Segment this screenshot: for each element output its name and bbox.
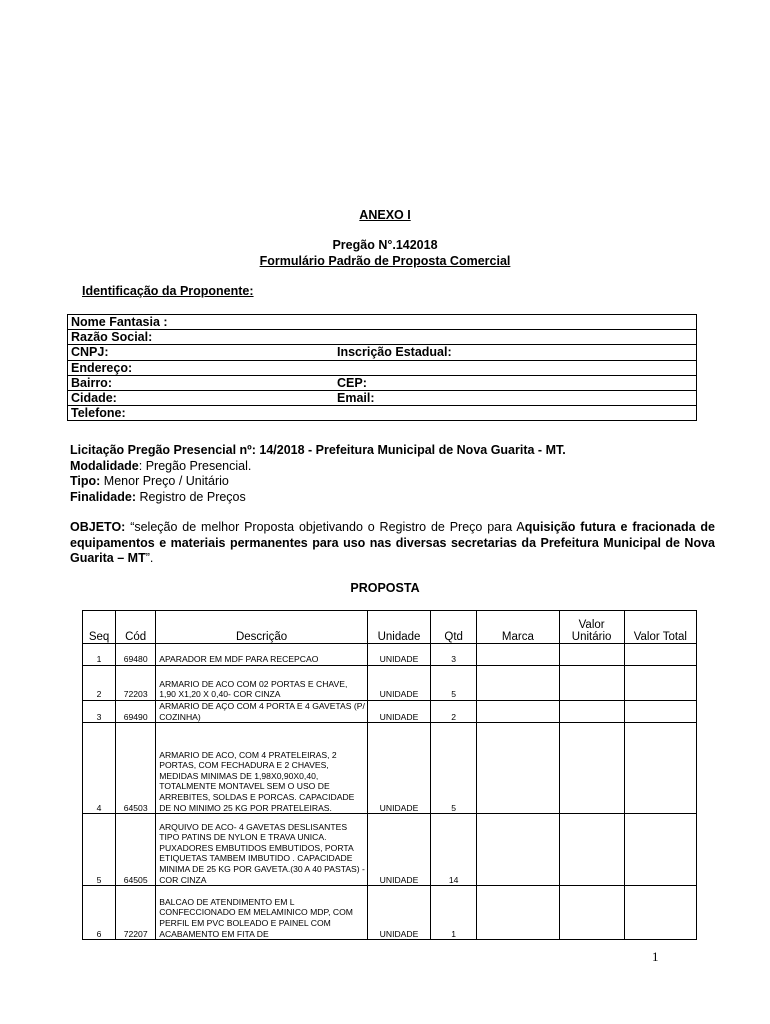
code-cell: 64505 [116,814,156,886]
code-cell: 69490 [116,701,156,723]
column-header: Seq [83,611,116,644]
page-number: 1 [652,949,659,964]
brand-cell [477,886,559,940]
identification-row [68,375,697,390]
seq-cell: 2 [83,666,116,701]
identification-row [68,406,697,421]
column-header: Cód [116,611,156,644]
modalidade-label: Modalidade [70,458,139,473]
code-cell: 72207 [116,886,156,940]
identification-field-label: Endereço: [68,360,697,375]
seq-cell: 4 [83,723,116,814]
identification-field-label: CEP: [334,375,697,390]
unit-value-cell [559,666,624,701]
identification-heading: Identificação da Proponente: [82,284,254,298]
column-header: Descrição [156,611,368,644]
unit-value-cell [559,701,624,723]
table-row [83,814,697,886]
form-title: Formulário Padrão de Proposta Comercial [259,254,511,268]
description-cell: ARMARIO DE ACO, COM 4 PRATELEIRAS, 2 PORTAS, COM FECHADURA E 2 CHAVES, MEDIDAS MINIMAS DE 1,98X0,90X0,40, TOTALMENTE MONTAVEL SEM O USO DE ARREBITES, SOLDAS E PORCAS. CAPACIDADE DE NO MINIMO 25 KG POR PRATELEIRAS. [156,723,368,814]
brand-cell [477,814,559,886]
unit-value-cell [559,814,624,886]
finalidade-value: Registro de Preços [135,489,246,504]
seq-cell: 5 [83,814,116,886]
table-row [83,886,697,940]
column-header: Qtd [431,611,477,644]
licitacao-info [70,443,566,505]
identification-row [68,315,697,330]
brand-cell [477,723,559,814]
proposta-table [82,610,697,940]
description-cell: ARMARIO DE AÇO COM 4 PORTA E 4 GAVETAS (P/ COZINHA) [156,701,368,723]
identification-field-label: Bairro: [68,375,335,390]
identification-field-label: CNPJ: [68,345,335,360]
unit-cell: UNIDADE [367,886,430,940]
brand-cell [477,644,559,666]
licitacao-line: Licitação Pregão Presencial nº: 14/2018 - Prefeitura Municipal de Nova Guarita - MT. [70,443,566,457]
code-cell: 69480 [116,644,156,666]
quantity-cell: 5 [431,666,477,701]
proposta-title: PROPOSTA [350,581,420,595]
unit-cell: UNIDADE [367,701,430,723]
unit-cell: UNIDADE [367,644,430,666]
quantity-cell: 2 [431,701,477,723]
tipo-value: Menor Preço / Unitário [100,474,229,489]
total-value-cell [624,886,696,940]
unit-value-cell [559,886,624,940]
quantity-cell: 5 [431,723,477,814]
identification-field-label: Telefone: [68,406,697,421]
objeto-text-end: ”. [145,551,154,566]
description-cell: BALCAO DE ATENDIMENTO EM L CONFECCIONADO EM MELAMINICO MDP, COM PERFIL EM PVC BOLEADO E PAINEL COM ACABAMENTO EM FITA DE [156,886,368,940]
identification-table [67,314,697,421]
identification-field-label: Razão Social: [68,330,697,345]
column-header: Valor Total [624,611,696,644]
total-value-cell [624,644,696,666]
unit-cell: UNIDADE [367,723,430,814]
total-value-cell [624,701,696,723]
seq-cell: 3 [83,701,116,723]
total-value-cell [624,666,696,701]
objeto-label: OBJETO: [70,520,126,534]
table-row [83,666,697,701]
brand-cell [477,701,559,723]
modalidade-value: : Pregão Presencial. [138,458,252,473]
description-cell: ARQUIVO DE ACO- 4 GAVETAS DESLISANTES TIPO PATINS DE NYLON E TRAVA UNICA. PUXADORES EMBUTIDOS EMBUTIDOS, PORTA ETIQUETAS TAMBEM IMBUTIDO . CAPACIDADE MINIMA DE 25 KG POR GAVETA.(30 A 40 PASTAS) - COR CINZA [156,814,368,886]
table-row [83,723,697,814]
brand-cell [477,666,559,701]
table-row [83,701,697,723]
quantity-cell: 1 [431,886,477,940]
total-value-cell [624,723,696,814]
identification-row [68,390,697,405]
identification-row [68,330,697,345]
identification-field-label: Nome Fantasia : [68,315,697,330]
unit-cell: UNIDADE [367,666,430,701]
code-cell: 72203 [116,666,156,701]
column-header: Marca [477,611,559,644]
identification-row [68,345,697,360]
seq-cell: 6 [83,886,116,940]
objeto-text-bold: quisição futura e fracionada de equipamentos e materiais permanentes para uso nas diversas secretarias da Prefeitura Municipal de Nova Guarita – MT [70,520,715,566]
finalidade-label: Finalidade: [70,489,136,504]
unit-cell: UNIDADE [367,814,430,886]
table-row [83,644,697,666]
tipo-label: Tipo: [70,474,101,489]
unit-value-cell [559,723,624,814]
description-cell: ARMARIO DE ACO COM 02 PORTAS E CHAVE, 1,90 X1,20 X 0,40- COR CINZA [156,666,368,701]
seq-cell: 1 [83,644,116,666]
objeto-text: “seleção de melhor Proposta objetivando o Registro de Preço para A [125,520,525,534]
pregao-number: Pregão N°.142018 [332,238,438,252]
identification-row [68,360,697,375]
annex-title: ANEXO I [359,208,411,222]
quantity-cell: 3 [431,644,477,666]
identification-field-label: Cidade: [68,390,335,405]
code-cell: 64503 [116,723,156,814]
unit-value-cell [559,644,624,666]
description-cell: APARADOR EM MDF PARA RECEPCAO [156,644,368,666]
objeto-paragraph [70,520,715,567]
column-header: Valor Unitário [559,611,624,644]
identification-field-label: Email: [334,390,697,405]
identification-field-label: Inscrição Estadual: [334,345,697,360]
total-value-cell [624,814,696,886]
quantity-cell: 14 [431,814,477,886]
column-header: Unidade [367,611,430,644]
